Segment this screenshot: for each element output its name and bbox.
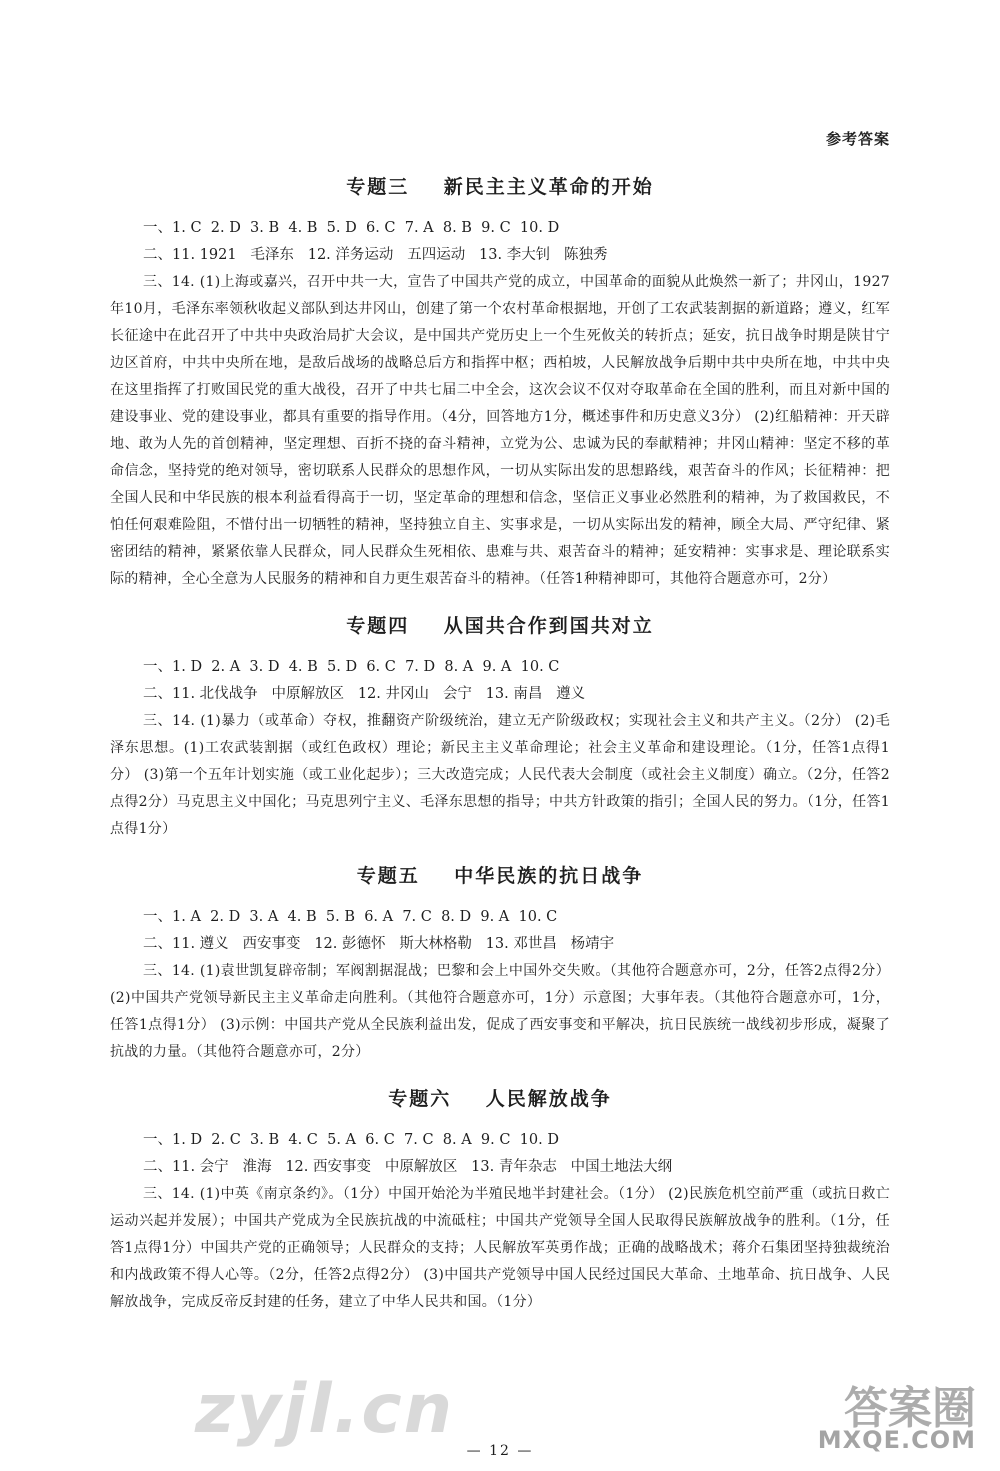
section-title: 专题六 人民解放战争: [388, 1088, 612, 1110]
section-topic-6: [110, 1084, 890, 1316]
essay-answers: 三、14. (1)暴力（或革命）夺权，推翻资产阶级统治，建立无产阶级政权；实现社会主义和共产主义。（2分） (2)毛泽东思想。(1)工农武装割据（或红色政权）理论；新民主主义革命理论；社会主义革命和建设理论。（1分，任答1点得1分） (3)第一个五年计划实施（或工业化起步）；三大改造完成；人民代表大会制度（或社会主义制度）确立。（2分，任答2点得2分）马克思主义中国化；马克思列宁主义、毛泽东思想的指导；中共方针政策的指引；全国人民的努力。（1分，任答1点得1分）: [110, 713, 890, 837]
section-title: 专题五 中华民族的抗日战争: [356, 865, 644, 887]
running-header: 参考答案: [825, 130, 890, 148]
multiple-choice-answers: 一、1. A 2. D 3. A 4. B 5. B 6. A 7. C 8. D 9. A 10. C: [143, 909, 558, 925]
essay-answers: 三、14. (1)上海或嘉兴，召开中共一大，宣告了中国共产党的成立，中国革命的面貌从此焕然一新了；井冈山，1927年10月，毛泽东率领秋收起义部队到达井冈山，创建了第一个农村革命根据地，开创了工农武装割据的新道路；遵义，红军长征途中在此召开了中共中央政治局扩大会议，是中国共产党历史上一个生死攸关的转折点；延安，抗日战争时期是陕甘宁边区首府，中共中央所在地，是敌后战场的战略总后方和指挥中枢；西柏坡，人民解放战争后期中共中央所在地，中共中央在这里指挥了打败国民党的重大战役，召开了中共七届二中全会，这次会议不仅对夺取革命在全国的胜利，而且对新中国的建设事业、党的建设事业，都具有重要的指导作用。（4分，回答地方1分，概述事件和历史意义3分） (2)红船精神：开天辟地、敢为人先的首创精神，坚定理想、百折不挠的奋斗精神，立党为公、忠诚为民的奉献精神；井冈山精神：坚定不移的革命信念，坚持党的绝对领导，密切联系人民群众的思想作风，一切从实际出发的思想路线，艰苦奋斗的作风；长征精神：把全国人民和中华民族的根本利益看得高于一切，坚定革命的理想和信念，坚信正义事业必然胜利的精神，为了救国救民，不怕任何艰难险阻，不惜付出一切牺牲的精神，坚持独立自主、实事求是，一切从实际出发的精神，顾全大局、严守纪律、紧密团结的精神，紧紧依靠人民群众，同人民群众生死相依、患难与共、艰苦奋斗的精神；延安精神：实事求是、理论联系实际的精神，全心全意为人民服务的精神和自力更生艰苦奋斗的精神。（任答1种精神即可，其他符合题意亦可，2分）: [110, 274, 890, 587]
watermark-logo: zyjl.cn: [195, 1370, 455, 1449]
answer-page: [110, 172, 890, 1334]
page-number: — 12 —: [466, 1443, 534, 1459]
watermark-site: MXQE.COM: [817, 1426, 976, 1454]
section-topic-3: [110, 172, 890, 593]
essay-answers: 三、14. (1)袁世凯复辟帝制；军阀割据混战；巴黎和会上中国外交失败。（其他符合题意亦可，2分，任答2点得2分） (2)中国共产党领导新民主主义革命走向胜利。（其他符合题意亦可，1分）示意图；大事年表。（其他符合题意亦可，1分，任答1点得1分） (3)示例：中国共产党从全民族利益出发，促成了西安事变和平解决，抗日民族统一战线初步形成，凝聚了抗战的力量。（其他符合题意亦可，2分）: [110, 963, 890, 1060]
multiple-choice-answers: 一、1. D 2. A 3. D 4. B 5. D 6. C 7. D 8. A 9. A 10. C: [143, 659, 560, 675]
fill-blank-answers: 二、11. 北伐战争 中原解放区 12. 井冈山 会宁 13. 南昌 遵义: [143, 686, 586, 702]
fill-blank-answers: 二、11. 1921 毛泽东 12. 洋务运动 五四运动 13. 李大钊 陈独秀: [143, 247, 608, 263]
fill-blank-answers: 二、11. 遵义 西安事变 12. 彭德怀 斯大林格勒 13. 邓世昌 杨靖宇: [143, 936, 615, 952]
section-title: 专题四 从国共合作到国共对立: [346, 615, 654, 637]
section-topic-4: [110, 611, 890, 843]
watermark-answer-logo: 答案圈: [844, 1383, 976, 1434]
multiple-choice-answers: 一、1. C 2. D 3. B 4. B 5. D 6. C 7. A 8. B 9. C 10. D: [143, 220, 560, 236]
section-title: 专题三 新民主主义革命的开始: [346, 176, 654, 198]
essay-answers: 三、14. (1)中英《南京条约》。（1分）中国开始沦为半殖民地半封建社会。（1分） (2)民族危机空前严重（或抗日救亡运动兴起并发展）；中国共产党成为全民族抗战的中流砥柱；中国共产党领导全国人民取得民族解放战争的胜利。（1分，任答1点得1分）中国共产党的正确领导；人民群众的支持；人民解放军英勇作战；正确的战略战术；蒋介石集团坚持独裁统治和内战政策不得人心等。（2分，任答2点得2分） (3)中国共产党领导中国人民经过国民大革命、土地革命、抗日战争、人民解放战争，完成反帝反封建的任务，建立了中华人民共和国。（1分）: [110, 1186, 890, 1310]
fill-blank-answers: 二、11. 会宁 淮海 12. 西安事变 中原解放区 13. 青年杂志 中国土地法大纲: [143, 1159, 673, 1175]
section-topic-5: [110, 861, 890, 1066]
multiple-choice-answers: 一、1. D 2. C 3. B 4. C 5. A 6. C 7. C 8. A 9. C 10. D: [143, 1132, 559, 1148]
